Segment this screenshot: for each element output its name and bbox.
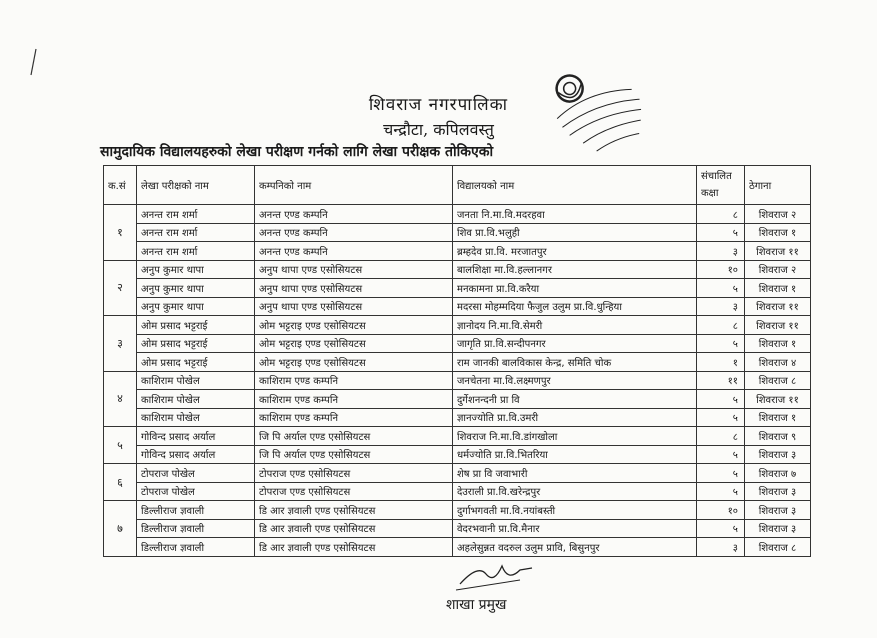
grade-cell: ५ bbox=[697, 519, 745, 538]
grade-cell: ५ bbox=[697, 482, 745, 501]
firm-name-cell: काशिराम एण्ड कम्पनि bbox=[255, 390, 453, 409]
firm-name-cell: ओम भट्टराइ एण्ड एसोसियटस bbox=[255, 353, 453, 372]
school-name-cell: मदरसा मोहम्मदिया फैजुल उलुम प्रा.वि.धुन्हिया bbox=[453, 297, 697, 316]
document-subject: सामुदायिक विद्यालयहरुको लेखा परीक्षण गर्नको लागि लेखा परीक्षक तोकिएको bbox=[100, 144, 494, 160]
auditor-assignment-table bbox=[103, 165, 811, 557]
grade-cell: १ bbox=[697, 353, 745, 372]
col-header-sn: क.सं bbox=[104, 166, 137, 205]
address-cell: शिवराज २ bbox=[745, 260, 811, 279]
grade-cell: ३ bbox=[697, 538, 745, 557]
school-name-cell: ज्ञानोदय नि.मा.वि.सेमरी bbox=[453, 316, 697, 335]
school-name-cell: शिव प्रा.वि.भलुही bbox=[453, 223, 697, 242]
grade-cell: ८ bbox=[697, 316, 745, 335]
school-name-cell: जनचेतना मा.वि.लक्ष्मणपुर bbox=[453, 371, 697, 390]
table-row bbox=[104, 205, 811, 224]
address-cell: शिवराज ३ bbox=[745, 445, 811, 464]
school-name-cell: ब्रम्हदेव प्रा.वि. मरजातपुर bbox=[453, 242, 697, 261]
table-row bbox=[104, 519, 811, 538]
col-header-grade: संचालित कक्षा bbox=[697, 166, 745, 205]
auditor-name-cell: ओम प्रसाद भट्टराई bbox=[137, 334, 255, 353]
auditor-name-cell: गोविन्द प्रसाद अर्याल bbox=[137, 445, 255, 464]
address-cell: शिवराज १ bbox=[745, 223, 811, 242]
serial-number-cell: १ bbox=[104, 205, 137, 261]
table-row bbox=[104, 223, 811, 242]
address-cell: शिवराज ७ bbox=[745, 464, 811, 483]
table-row bbox=[104, 279, 811, 298]
address-cell: शिवराज २ bbox=[745, 205, 811, 224]
grade-cell: १० bbox=[697, 501, 745, 520]
address-cell: शिवराज ८ bbox=[745, 371, 811, 390]
auditor-name-cell: अनुप कुमार थापा bbox=[137, 297, 255, 316]
office-seal-stamp bbox=[548, 58, 648, 158]
address-cell: शिवराज ३ bbox=[745, 519, 811, 538]
table-row bbox=[104, 501, 811, 520]
col-header-auditor: लेखा परीक्षको नाम bbox=[137, 166, 255, 205]
school-name-cell: बालशिक्षा मा.वि.हल्लानगर bbox=[453, 260, 697, 279]
table-row bbox=[104, 408, 811, 427]
firm-name-cell: डि आर ज्ञवाली एण्ड एसोसियटस bbox=[255, 501, 453, 520]
firm-name-cell: डि आर ज्ञवाली एण्ड एसोसियटस bbox=[255, 519, 453, 538]
serial-number-cell: ७ bbox=[104, 501, 137, 557]
signatory-title: शाखा प्रमुख bbox=[446, 597, 507, 613]
table-row bbox=[104, 390, 811, 409]
firm-name-cell: टोपराज एण्ड एसोसियटस bbox=[255, 482, 453, 501]
col-header-firm: कम्पनिको नाम bbox=[255, 166, 453, 205]
table-row bbox=[104, 353, 811, 372]
firm-name-cell: अनुप थापा एण्ड एसोसियटस bbox=[255, 279, 453, 298]
grade-cell: ३ bbox=[697, 242, 745, 261]
table-row bbox=[104, 538, 811, 557]
firm-name-cell: ओम भट्टराइ एण्ड एसोसियटस bbox=[255, 334, 453, 353]
col-header-address: ठेगाना bbox=[745, 166, 811, 205]
firm-name-cell: जि पि अर्याल एण्ड एसोसियटस bbox=[255, 427, 453, 446]
table-row bbox=[104, 316, 811, 335]
firm-name-cell: टोपराज एण्ड एसोसियटस bbox=[255, 464, 453, 483]
table-row bbox=[104, 427, 811, 446]
signature-scribble bbox=[450, 556, 550, 596]
firm-name-cell: डि आर ज्ञवाली एण्ड एसोसियटस bbox=[255, 538, 453, 557]
address-cell: शिवराज १ bbox=[745, 408, 811, 427]
address-cell: शिवराज ११ bbox=[745, 390, 811, 409]
address-cell: शिवराज ३ bbox=[745, 501, 811, 520]
address-cell: शिवराज ४ bbox=[745, 353, 811, 372]
address-cell: शिवराज १ bbox=[745, 334, 811, 353]
school-name-cell: दुर्गेशनन्दनी प्रा वि bbox=[453, 390, 697, 409]
grade-cell: १० bbox=[697, 260, 745, 279]
firm-name-cell: अनन्त एण्ड कम्पनि bbox=[255, 242, 453, 261]
grade-cell: ५ bbox=[697, 279, 745, 298]
address-cell: शिवराज १ bbox=[745, 279, 811, 298]
school-name-cell: शेष प्रा वि जवाभारी bbox=[453, 464, 697, 483]
school-name-cell: शिवराज नि.मा.वि.डांगखोला bbox=[453, 427, 697, 446]
table-row bbox=[104, 464, 811, 483]
table-row bbox=[104, 371, 811, 390]
school-name-cell: राम जानकी बालविकास केन्द्र, समिति चोक bbox=[453, 353, 697, 372]
school-name-cell: ज्ञानज्योति प्रा.वि.उमरी bbox=[453, 408, 697, 427]
address-cell: शिवराज ११ bbox=[745, 316, 811, 335]
serial-number-cell: २ bbox=[104, 260, 137, 316]
table-row bbox=[104, 445, 811, 464]
table-row bbox=[104, 242, 811, 261]
table-row bbox=[104, 334, 811, 353]
school-name-cell: मनकामना प्रा.वि.करैया bbox=[453, 279, 697, 298]
school-name-cell: अहलेसुन्नत वदरुल उलुम प्रावि, बिसुनपुर bbox=[453, 538, 697, 557]
firm-name-cell: काशिराम एण्ड कम्पनि bbox=[255, 408, 453, 427]
grade-cell: ५ bbox=[697, 445, 745, 464]
grade-cell: ५ bbox=[697, 334, 745, 353]
auditor-name-cell: अनुप कुमार थापा bbox=[137, 260, 255, 279]
auditor-name-cell: ओम प्रसाद भट्टराई bbox=[137, 353, 255, 372]
address-cell: शिवराज ९ bbox=[745, 427, 811, 446]
school-name-cell: वेदरभवानी प्रा.वि.मैनार bbox=[453, 519, 697, 538]
grade-cell: ५ bbox=[697, 408, 745, 427]
school-name-cell: देउराली प्रा.वि.खरेन्द्रपुर bbox=[453, 482, 697, 501]
firm-name-cell: अनन्त एण्ड कम्पनि bbox=[255, 223, 453, 242]
table-body bbox=[104, 205, 811, 557]
address-cell: शिवराज ३ bbox=[745, 482, 811, 501]
grade-cell: ८ bbox=[697, 205, 745, 224]
firm-name-cell: ओम भट्टराइ एण्ड एसोसियटस bbox=[255, 316, 453, 335]
auditor-name-cell: ओम प्रसाद भट्टराई bbox=[137, 316, 255, 335]
serial-number-cell: ४ bbox=[104, 371, 137, 427]
school-name-cell: जनता नि.मा.वि.मदरहवा bbox=[453, 205, 697, 224]
school-name-cell: जागृति प्रा.वि.सन्दीपनगर bbox=[453, 334, 697, 353]
auditor-name-cell: टोपराज पोखेल bbox=[137, 464, 255, 483]
serial-number-cell: ५ bbox=[104, 427, 137, 464]
table-row bbox=[104, 260, 811, 279]
firm-name-cell: अनन्त एण्ड कम्पनि bbox=[255, 205, 453, 224]
firm-name-cell: अनुप थापा एण्ड एसोसियटस bbox=[255, 297, 453, 316]
auditor-name-cell: गोविन्द प्रसाद अर्याल bbox=[137, 427, 255, 446]
firm-name-cell: काशिराम एण्ड कम्पनि bbox=[255, 371, 453, 390]
auditor-name-cell: काशिराम पोखेल bbox=[137, 390, 255, 409]
auditor-name-cell: अनन्त राम शर्मा bbox=[137, 205, 255, 224]
auditor-name-cell: काशिराम पोखेल bbox=[137, 408, 255, 427]
pen-mark bbox=[28, 48, 38, 76]
grade-cell: ३ bbox=[697, 297, 745, 316]
auditor-name-cell: काशिराम पोखेल bbox=[137, 371, 255, 390]
firm-name-cell: अनुप थापा एण्ड एसोसियटस bbox=[255, 260, 453, 279]
grade-cell: ५ bbox=[697, 390, 745, 409]
municipality-location: चन्द्रौटा, कपिलवस्तु bbox=[383, 120, 494, 139]
grade-cell: ११ bbox=[697, 371, 745, 390]
address-cell: शिवराज ११ bbox=[745, 297, 811, 316]
table-header-row bbox=[104, 166, 811, 205]
municipality-name: शिवराज नगरपालिका bbox=[368, 95, 509, 115]
address-cell: शिवराज ८ bbox=[745, 538, 811, 557]
grade-cell: ५ bbox=[697, 464, 745, 483]
col-header-school: विद्यालयको नाम bbox=[453, 166, 697, 205]
school-name-cell: दुर्गाभगवती मा.वि.नयांबस्ती bbox=[453, 501, 697, 520]
auditor-name-cell: अनन्त राम शर्मा bbox=[137, 223, 255, 242]
auditor-name-cell: टोपराज पोखेल bbox=[137, 482, 255, 501]
auditor-name-cell: अनुप कुमार थापा bbox=[137, 279, 255, 298]
serial-number-cell: ३ bbox=[104, 316, 137, 372]
auditor-name-cell: डिल्लीराज ज्ञवाली bbox=[137, 519, 255, 538]
serial-number-cell: ६ bbox=[104, 464, 137, 501]
firm-name-cell: जि पि अर्याल एण्ड एसोसियटस bbox=[255, 445, 453, 464]
auditor-name-cell: अनन्त राम शर्मा bbox=[137, 242, 255, 261]
grade-cell: ८ bbox=[697, 427, 745, 446]
school-name-cell: धर्मज्योति प्रा.वि.भितरिया bbox=[453, 445, 697, 464]
grade-cell: ५ bbox=[697, 223, 745, 242]
auditor-name-cell: डिल्लीराज ज्ञवाली bbox=[137, 501, 255, 520]
table-row bbox=[104, 482, 811, 501]
table-row bbox=[104, 297, 811, 316]
address-cell: शिवराज ११ bbox=[745, 242, 811, 261]
auditor-name-cell: डिल्लीराज ज्ञवाली bbox=[137, 538, 255, 557]
